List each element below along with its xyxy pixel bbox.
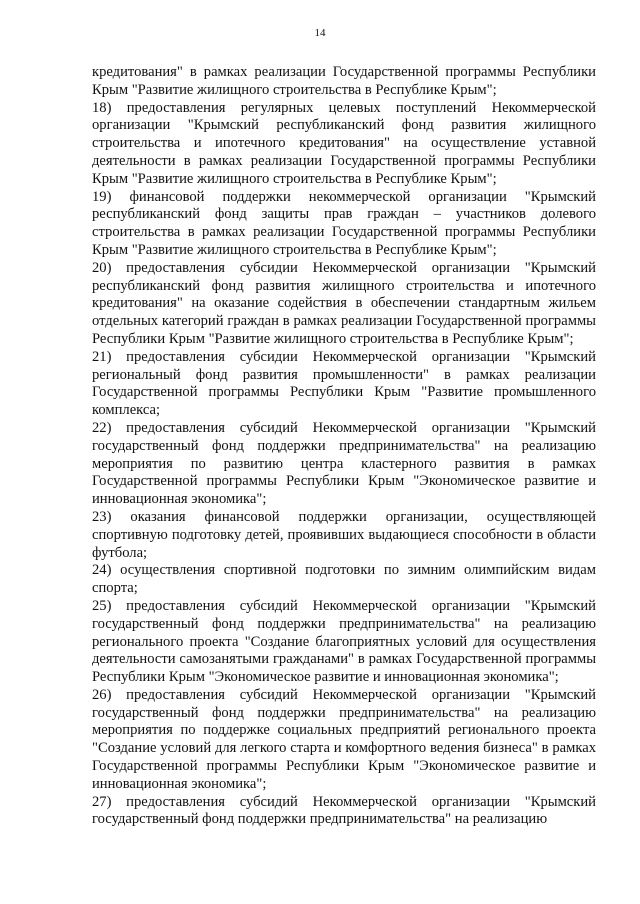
list-item-23: 23) оказания финансовой поддержки организации, осуществляющей спортивную подготовку детей, проявивших выдающиеся способности в области футбола; xyxy=(92,508,596,561)
list-item-19: 19) финансовой поддержки некоммерческой организации "Крымский республиканский фонд защиты прав граждан – участников долевого строительства в рамках реализации Государственной программы Республики Крым "Развитие жилищного строительства в Республике Крым"; xyxy=(92,188,596,258)
page-number: 14 xyxy=(314,27,326,39)
list-item-24: 24) осуществления спортивной подготовки по зимним олимпийским видам спорта; xyxy=(92,562,596,597)
paragraph-continuation: кредитования" в рамках реализации Государственной программы Республики Крым "Развитие жилищного строительства в Республике Крым"; xyxy=(92,64,596,98)
list-item-18: 18) предоставления регулярных целевых поступлений Некоммерческой организации "Крымский республиканский фонд развития жилищного строительства и ипотечного кредитования" на осуществление уставной деятельности в рамках реализации Государственной программы Республики Крым "Развитие жилищного строительства в Республике Крым"; xyxy=(92,99,596,187)
list-item-20: 20) предоставления субсидии Некоммерческой организации "Крымский республиканский фонд развития жилищного строительства и ипотечного кредитования" на оказание содействия в обеспечении стандартным жильем отдельных категорий граждан в рамках реализации Государственной программы Республики Крым "Развитие жилищного строительства в Республике Крым"; xyxy=(92,259,596,347)
list-item-22: 22) предоставления субсидий Некоммерческой организации "Крымский государственный фонд поддержки предпринимательства" на реализацию мероприятия по развитию центра кластерного развития в рамках Государственной программы Республики Крым "Экономическое развитие и инновационная экономика"; xyxy=(92,419,596,508)
list-item-25: 25) предоставления субсидий Некоммерческой организации "Крымский государственный фонд поддержки предпринимательства" на реализацию регионального проекта "Создание благоприятных условий для осуществления деятельности самозанятыми гражданами" в рамках Государственной программы Республики Крым "Экономическое развитие и инновационная экономика"; xyxy=(92,597,596,686)
document-body xyxy=(92,64,596,829)
list-item-21: 21) предоставления субсидии Некоммерческой организации "Крымский региональный фонд развития промышленности" в рамках реализации Государственной программы Республики Крым "Развитие промышленного комплекса; xyxy=(92,348,596,419)
list-item-27: 27) предоставления субсидий Некоммерческой организации "Крымский государственный фонд поддержки предпринимательства" на реализацию xyxy=(92,793,596,828)
list-item-26: 26) предоставления субсидий Некоммерческой организации "Крымский государственный фонд поддержки предпринимательства" на реализацию мероприятия по поддержке социальных предприятий регионального проекта "Создание условий для легкого старта и комфортного ведения бизнеса" в рамках Государственной программы Республики Крым "Экономическое развитие и инновационная экономика"; xyxy=(92,686,596,792)
